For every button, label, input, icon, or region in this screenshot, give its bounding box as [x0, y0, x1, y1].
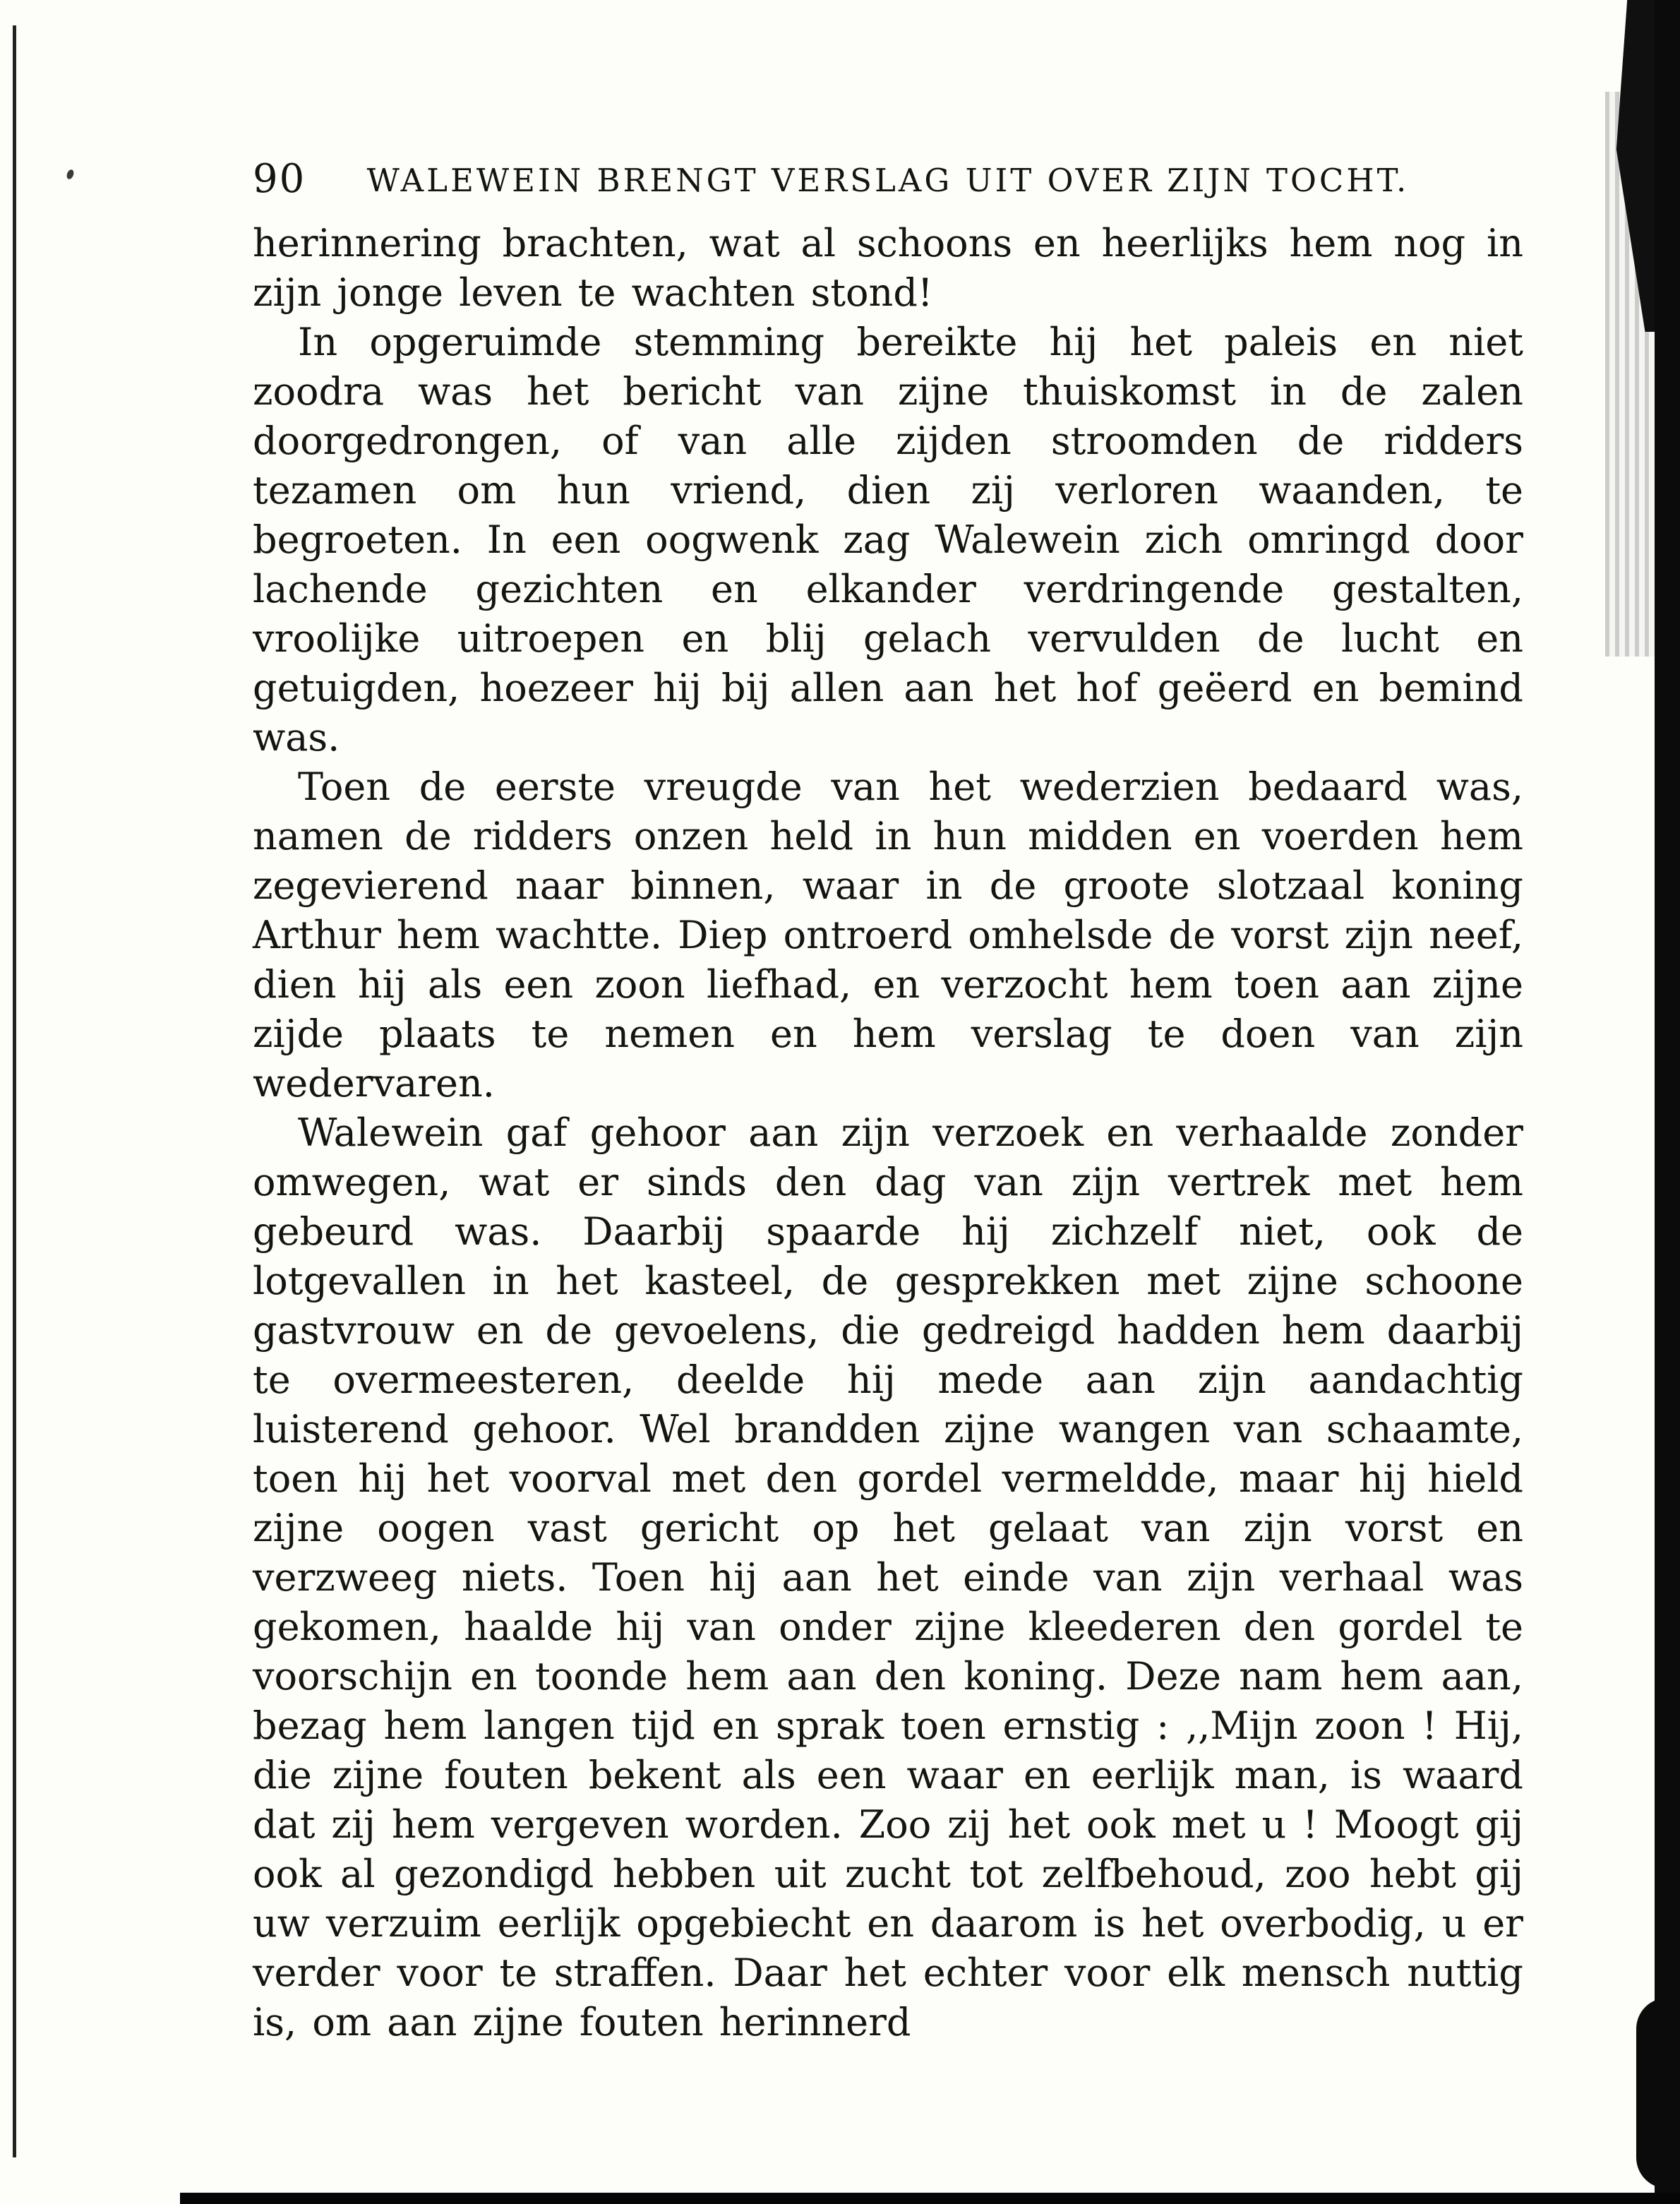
- running-header-title: WALEWEIN BRENGT VERSLAG UIT OVER ZIJN TOCHT.: [366, 162, 1410, 199]
- book-page: [253, 151, 1523, 2047]
- paragraph: In opgeruimde stemming bereikte hij het paleis en niet zoodra was het bericht van zijne thuiskomst in de zalen doorgedrongen, of van alle zijden stroomden de ridders tezamen om hun vriend, dien zij verloren waanden, te begroeten. In een oogwenk zag Walewein zich omringd door lachende gezichten en elkander verdringende gestalten, vroolijke uitroepen en blij gelach vervulden de lucht en getuigden, hoezeer hij bij allen aan het hof geëerd en bemind was.: [253, 320, 1523, 760]
- paragraph: Toen de eerste vreugde van het wederzien bedaard was, namen de ridders onzen held in hun midden en voerden hem zegevierend naar binnen, waar in de groote slotzaal koning Arthur hem wachtte. Diep ontroerd omhelsde de vorst zijn neef, dien hij als een zoon liefhad, en verzocht hem toen aan zijne zijde plaats te nemen en hem verslag te doen van zijn wedervaren.: [253, 765, 1523, 1106]
- paragraph: Walewein gaf gehoor aan zijn verzoek en verhaalde zonder omwegen, wat er sinds den dag van zijn vertrek met hem gebeurd was. Daarbij spaarde hij zichzelf niet, ook de lotgevallen in het kasteel, de gesprekken met zijne schoone gastvrouw en de gevoelens, die gedreigd hadden hem daarbij te overmeesteren, deelde hij mede aan zijn aandachtig luisterend gehoor. Wel brandden zijne wangen van schaamte, toen hij het voorval met den gordel vermeldde, maar hij hield zijne oogen vast gericht op het gelaat van zijn vorst en verzweeg niets. Toen hij aan het einde van zijn verhaal was gekomen, haalde hij van onder zijne kleederen den gordel te voorschijn en toonde hem aan den koning. Deze nam hem aan, bezag hem langen tijd en sprak toen ernstig : ,,Mijn zoon ! Hij, die zijne fouten bekent als een waar en eerlijk man, is waard dat zij hem vergeven worden. Zoo zij het ook met u ! Moogt gij ook al gezondigd hebben uit zucht tot zelfbehoud, zoo hebt gij uw verzuim eerlijk opgebiecht en daarom is het overbodig, u er verder voor te straffen. Daar het echter voor elk mensch nuttig is, om aan zijne fouten herinnerd: [253, 1110, 1523, 2044]
- body-text: [253, 219, 1523, 2047]
- page-number: 90: [253, 156, 306, 202]
- scan-edge-right-blob: [1636, 1998, 1680, 2188]
- scan-edge-bottom: [180, 2193, 1680, 2204]
- scan-edge-right: [1655, 0, 1680, 2204]
- scan-edge-left-line: [13, 25, 16, 2157]
- paragraph: herinnering brachten, wat al schoons en heerlijks hem nog in zijn jonge leven te wachten stond!: [253, 221, 1523, 315]
- page-header: [253, 151, 1523, 202]
- scan-speck-mark: [66, 169, 75, 180]
